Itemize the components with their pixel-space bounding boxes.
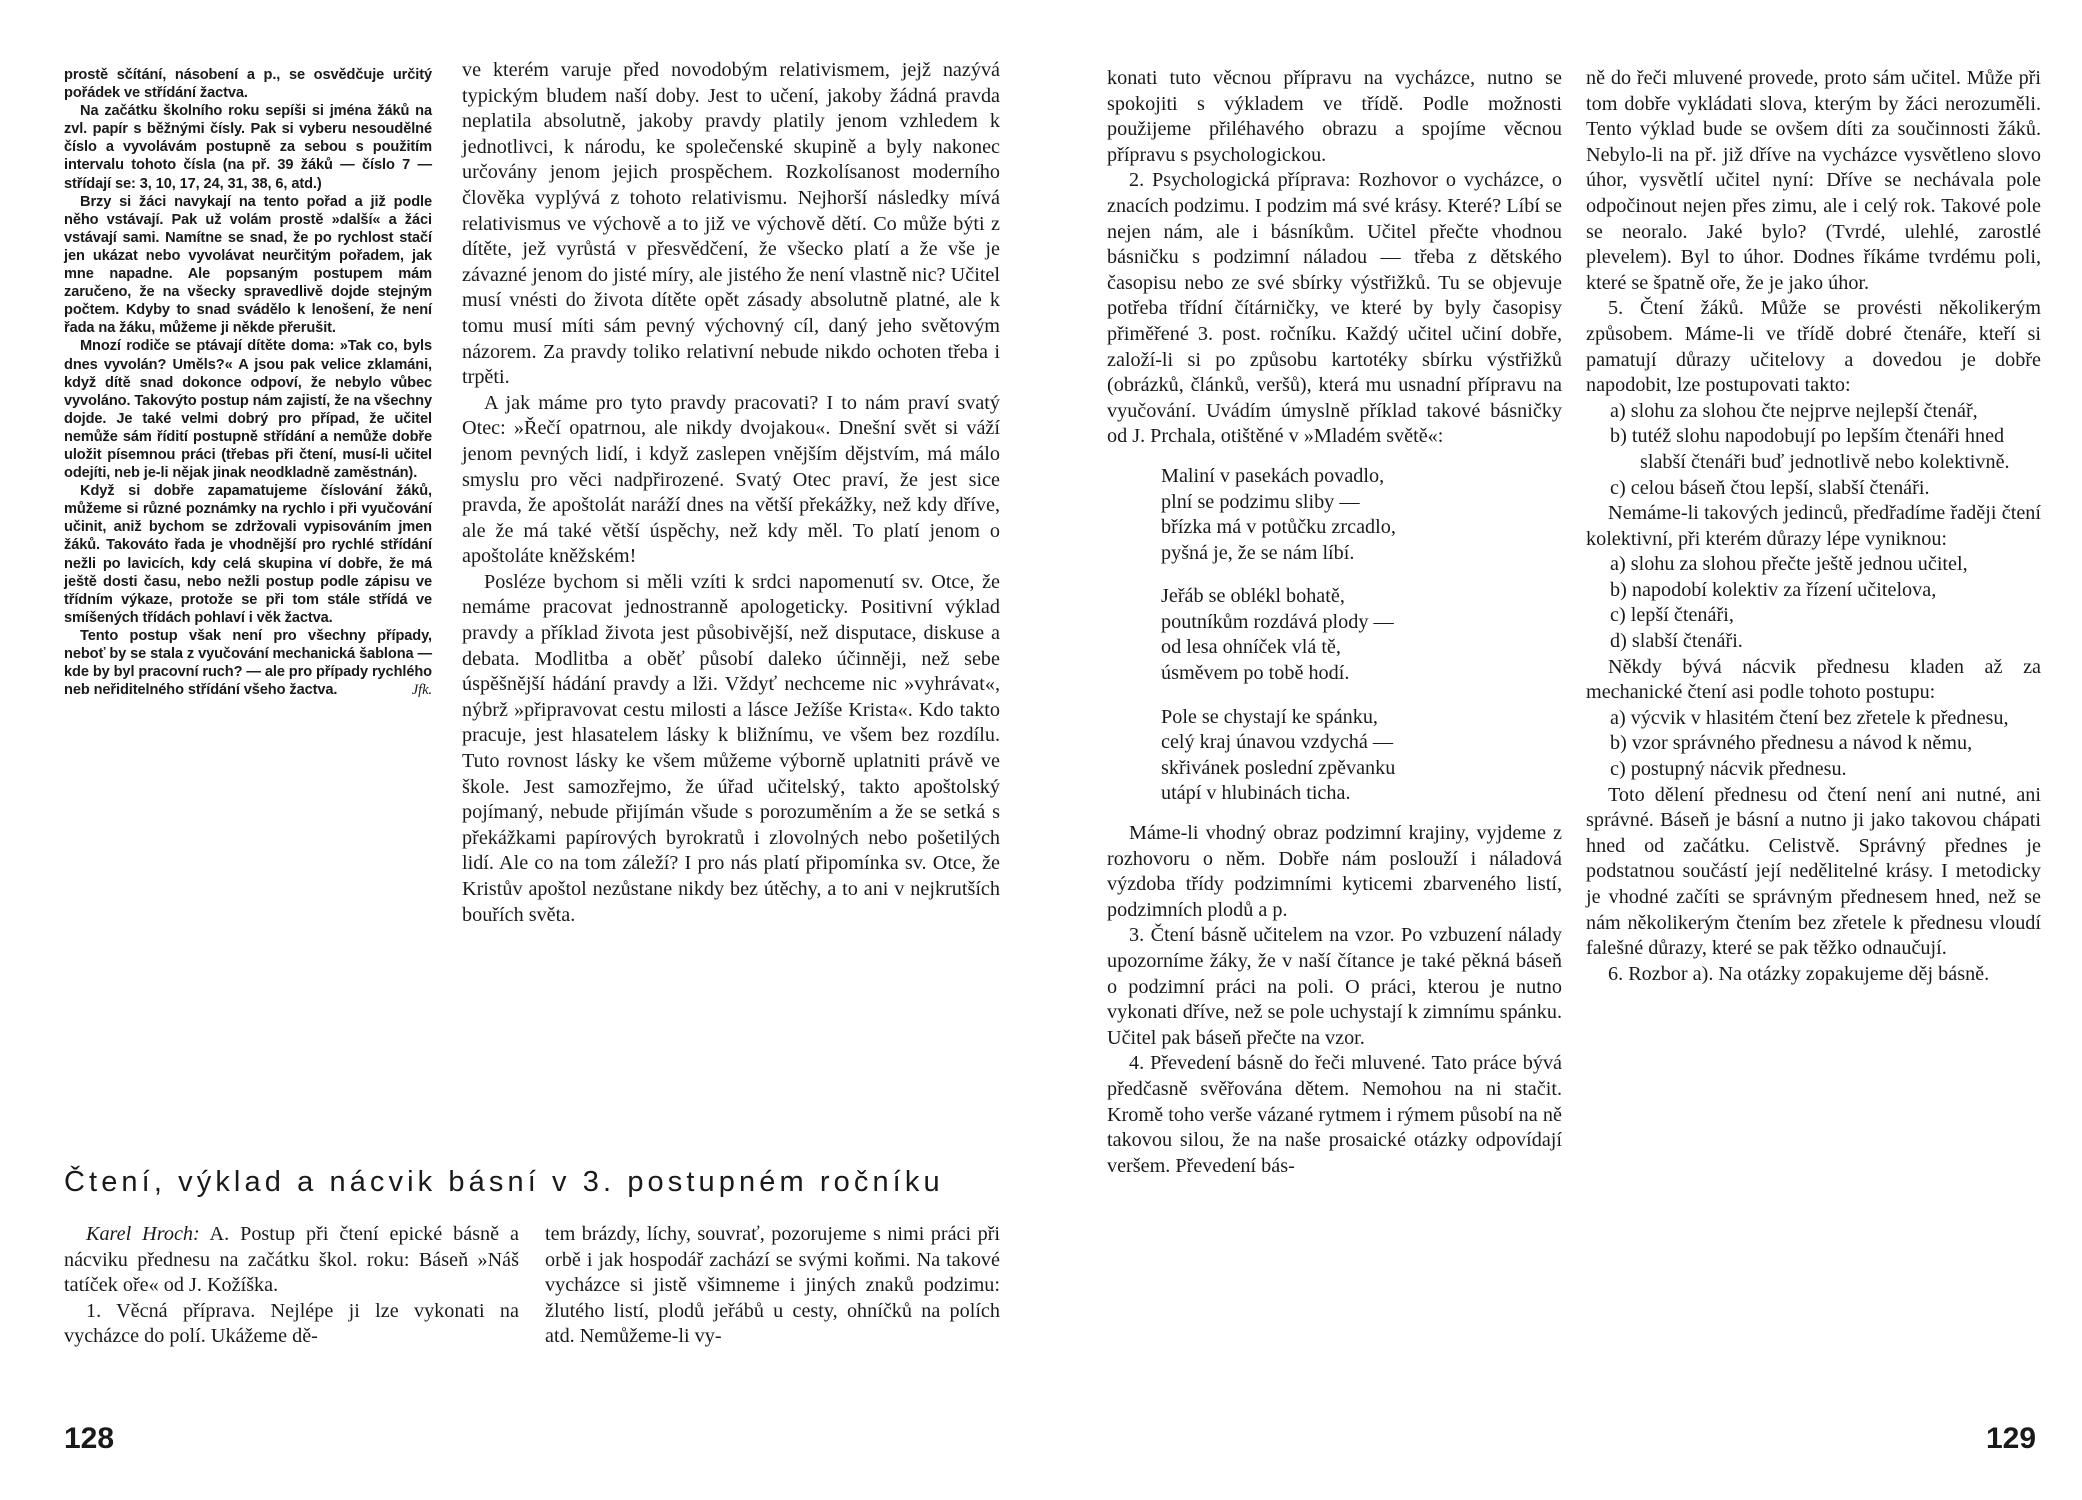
- left-column-3: [64, 1222, 519, 1350]
- paragraph: 5. Čtení žáků. Může se provésti několikerým způsobem. Máme-li ve třídě dobré čtenáře, kteří si pamatují důrazy učitelovy a dovedou je dobře napodobit, lze postupovati takto:: [1586, 297, 2041, 397]
- paragraph: Mnozí rodiče se ptávají dítěte doma: »Tak co, byls dnes vyvolán? Uměls?« A jsou pak velice zklamáni, když dítě snad dokonce odpoví, že nebylo vůbec vyvoláno. Takovýto postup nám zajistí, že na všechny dojde. Je také velmi dobrý pro případ, že učitel nemůže sám řídití postupně střídání a nemůže dobře uložit písemnou práci (třebas při čtení, musí-li učitel odejíti, neb je-li nějak jinak neodkladně zaměstnán).: [64, 338, 432, 482]
- reading-list: [1586, 399, 2041, 501]
- list-item: b) tutéž slohu napodobují po lepším čtenáři hned slabší čtenáři buď jednotlivě nebo kolektivně.: [1610, 425, 2010, 473]
- page-number-right: 129: [1986, 1422, 2037, 1455]
- list-item: c) celou báseň čtou lepší, slabší čtenáři.: [1610, 476, 1930, 499]
- paragraph-text: Tento postup však není pro všechny případy, neboť by se stala z vyučování mechanická šablona — kde by byl pracovní ruch? — ale pro případy rychlého neb neřiditelného střídání všeho žactva.: [64, 627, 432, 699]
- paragraph: ně do řeči mluvené provede, proto sám učitel. Může při tom dobře vykládati slova, kterým by žáci nerozuměli. Tento výklad bude se ovšem díti za součinnosti žáků. Nebylo-li na př. již dříve na vycházce vysvětleno slovo úhor, vysvětlí učitel nyní: Dříve se nechávala pole odpočinout nejen přes zimu, ale i celý rok. Takové pole se neoralo. Jaké bylo? (Tvrdé, ulehlé, zarostlé plevelem). Byl to úhor. Dodnes říkáme tvrdému poli, které se špatně oře, že je jako úhor.: [1586, 67, 2041, 294]
- paragraph: konati tuto věcnou přípravu na vycházce, nutno se spokojiti s výkladem ve třídě. Podle možnosti použijeme přiléhavého obrazu a spojíme věcnou přípravu s psychologickou.: [1107, 67, 1562, 166]
- paragraph: 4. Převedení básně do řeči mluvené. Tato práce bývá předčasně svěřována dětem. Nemohou na ni stačit. Kromě toho verše vázané rytmem i rýmem působí na ně takovou silou, že na naše prosaické otázky odpovídají veršem. Převedení bás-: [1107, 1052, 1562, 1177]
- poem-line: celý kraj únavou vzdychá —: [1161, 731, 1394, 754]
- poem-line: břízka má v potůčku zrcadlo,: [1161, 516, 1396, 539]
- paragraph: ve kterém varuje před novodobým relativismem, jejž nazývá typickým bludem naší doby. Jest to učení, jakoby žádná pravda neplatila absolutně, jakoby pravdy platily jenom vzhledem k jednotlivci, k národu, ke společenské skupině a byly nakonec určovány jenom jejich prospěchem. Rozkolísanost moderního člověka vyplývá z tohoto relativismu. Nejhorší následky mívá relativismus ve výchově a to již ve výchově dětí. Co může býti z dítěte, jež vyrůstá v přesvědčení, že všecko platí a že vše je závazné jenom do jisté míry, ale jistého že není vlastně nic? Učitel musí vnésti do života dítěte opět zásady absolutně platné, ale k tomu musí míti sám pevný výchovný cíl, daný jeho světovým názorem. Za pravdy toliko relativní nebude nikdo ochoten třeba i trpěti.: [462, 59, 1000, 389]
- right-column-2: [1586, 66, 2041, 987]
- poem-line: Pole se chystají ke spánku,: [1161, 705, 1378, 728]
- right-page: [1041, 0, 2082, 1500]
- right-column-1: [1107, 66, 1562, 1179]
- reading-list: [1586, 706, 2041, 783]
- poem-line: Maliní v pasekách povadlo,: [1161, 464, 1385, 487]
- paragraph: 1. Věcná příprava. Nejlépe ji lze vykonati na vycházce do polí. Ukážeme dě-: [64, 1299, 519, 1348]
- paragraph: [64, 627, 432, 699]
- page-number-left: 128: [64, 1422, 115, 1455]
- reading-list: [1586, 552, 2041, 654]
- paragraph: Nemáme-li takových jedinců, předřadíme řaději čtení kolektivní, při kterém důrazy lépe vyniknou:: [1586, 502, 2041, 550]
- paragraph: Toto dělení přednesu od čtení není ani nutné, ani správné. Báseň je básní a nutno ji jako takovou chápati hned od začátku. Celistvě. Správný přednes je podstatnou součástí její nedělitelné krásy. I metodicky je vhodné začíti se správným přednesem hned, než se nám několikerým čtením bez zřetele k přednesu vloudí falešné důrazy, které se pak těžko odnaučují.: [1586, 783, 2041, 960]
- list-item: b) napodobí kolektiv za řízení učitelova,: [1610, 578, 1937, 601]
- list-item: a) slohu za slohou přečte ještě jednou učitel,: [1610, 553, 1968, 576]
- paragraph: Máme-li vhodný obraz podzimní krajiny, vyjdeme z rozhovoru o něm. Dobře nám poslouží i náladová výzdoba třídy podzimními kyticemi zbarveného listí, podzimních plodů a p.: [1107, 822, 1562, 921]
- paragraph: Brzy si žáci navykají na tento pořad a již podle něho vstávají. Pak už volám prostě »další« a žáci vstávají sami. Namítne se snad, že po rychlost stačí jen ukázat nebo vyvolávat neurčitým pořadem, jak mne napadne. Ale popsaným postupem mám zaručeno, že na všecky spravedlivě dojde stejným počtem. Kdyby to snad svádělo k lenošení, že není řada na žáku, můžeme ji někde přerušit.: [64, 193, 432, 337]
- article-heading: Čtení, výklad a nácvik básní v 3. postupném ročníku: [64, 1166, 944, 1198]
- signature: Jfk.: [411, 682, 432, 699]
- paragraph: 3. Čtení básně učitelem na vzor. Po vzbuzení nálady upozorníme žáky, že v naší čítance je také pěkná báseň o podzimní práci na poli. O práci, kterou je nutno vykonati dříve, než se pole uchystají k zimnímu spánku. Učitel pak báseň přečte na vzor.: [1107, 924, 1562, 1049]
- poem-line: od lesa ohníček vlá tě,: [1161, 636, 1341, 659]
- paragraph: tem brázdy, líchy, souvrať, pozorujeme s nimi práci při orbě i jak hospodář zachází se svými koňmi. Na takové vycházce si jistě všimneme i jiných znaků podzimu: žlutého listí, plodů jeřábů u cesty, ohníčků na polích atd. Nemůžeme-li vy-: [545, 1223, 1000, 1348]
- poem: [1161, 464, 1562, 807]
- list-item: c) lepší čtenáři,: [1610, 604, 1734, 627]
- intro-text: A. Postup při čtení epické básně a nácviku přednesu na začátku škol. roku: Báseň »Náš tatíček oře« od J. Kožíška.: [64, 1223, 519, 1297]
- poem-line: poutníkům rozdává plody —: [1161, 610, 1394, 633]
- paragraph: A jak máme pro tyto pravdy pracovati? I to nám praví svatý Otec: »Řečí opatrnou, ale nikdy dvojakou«. Dnešní svět si váží jenom pevných lidí, i když zaslepen vnějším dějstvím, má málo smyslu pro věci nadpřirozené. Svatý Otec praví, že jest sice pravda, že apoštolát naráží dnes na větší překážky, než kdy dříve, ale že má také větší úspěchy, než kdy měl. To platí jenom o apoštoláte kněžském!: [462, 391, 1000, 568]
- poem-line: Jeřáb se oblékl bohatě,: [1161, 585, 1345, 608]
- left-column-1: [64, 66, 432, 699]
- list-item: d) slabší čtenáři.: [1610, 630, 1743, 653]
- paragraph: Když si dobře zapamatujeme číslování žáků, můžeme si různé poznámky na rychlo i při vyučování učinit, aniž bychom se zdržovali vypisováním jmen žáků. Takováto řada je vhodnější pro rychlé střídání nežli po lavicích, kdy celá skupina ví dobře, že má ještě dosti času, nebo nežli postup podle zápisu ve třídním výkaze, protože se při tom stále střídá ve smíšených třídách pohlaví i věk žactva.: [64, 483, 432, 626]
- poem-stanza: [1161, 584, 1562, 686]
- poem-line: skřivánek poslední zpěvanku: [1161, 756, 1396, 779]
- paragraph: Posléze bychom si měli vzíti k srdci napomenutí sv. Otce, že nemáme pracovat jednostranně apologeticky. Positivní výklad pravdy a příklad života jest působivější, než disputace, diskuse a debata. Modlitba a oběť působí daleko účinněji, než sebe úspěšnější hádání pravdy a lži. Vždyť nechceme nic »vyhrávat«, nýbrž »připravovat cestu milosti a lásce Ježíše Krista«. Kdo takto pracuje, jest hlasatelem lásky k bližnímu, ve všem bez rozdílu. Tuto rovnost lásky ke všem můžeme výborně uplatniti právě ve škole. Jest samozřejmo, že úřad učitelský, takto apoštolský pojímaný, nebude přijímán všude s porozuměním a že se setká s překážkami papírových byrokratů i zlovolných nebo pošetilých lidí. Ale co na tom záleží? I pro nás platí připomínka sv. Otce, že Kristův apoštol nezůstane nikdy bez útěchy, a to ani v nejkrutších bouřích světa.: [462, 570, 1000, 926]
- poem-line: utápí v hlubinách ticha.: [1161, 782, 1351, 805]
- left-column-4: [545, 1222, 1000, 1350]
- author-name: Karel Hroch:: [86, 1223, 200, 1245]
- poem-stanza: [1161, 705, 1562, 807]
- poem-line: úsměvem po tobě hodí.: [1161, 662, 1350, 685]
- paragraph: 6. Rozbor a). Na otázky zopakujeme děj básně.: [1608, 962, 1990, 985]
- paragraph: Na začátku školního roku sepíši si jména žáků na zvl. papír s běžnými čísly. Pak si vyberu nesoudělné číslo a vyvolávám postupně za sebou s použitím intervalu tohoto čísla (na př. 39 žáků — číslo 7 — střídají se: 3, 10, 17, 24, 31, 38, 6, atd.): [64, 103, 432, 192]
- left-column-2: [462, 58, 1000, 928]
- paragraph: Někdy bývá nácvik přednesu kladen až za mechanické čtení asi podle tohoto postupu:: [1586, 655, 2041, 704]
- paragraph: 2. Psychologická příprava: Rozhovor o vycházce, o znacích podzimu. I podzim má své krásy. Které? Líbí se nejen nám, ale i básníkům. Učitel přečte vhodnou básničku s podzimní náladou — třeba z dětského časopisu nebo ze své sbírky výstřižků. Tu se objevuje potřeba třídní čítárničky, ve které by byly časopisy přiměřené 3. post. ročníku. Každý učitel učiní dobře, založí-li si po způsobu kartotéky sbírku výstřižků (obrázků, článků, veršů), která mu usnadní přípravu na vyučování. Uvádím úmyslně příklad takové básničky od J. Prchala, otištěné v »Mladém světě«:: [1107, 169, 1562, 448]
- paragraph: prostě sčítání, násobení a p., se osvědčuje určitý pořádek ve střídání žactva.: [64, 67, 432, 102]
- poem-line: plní se podzimu sliby —: [1161, 490, 1360, 513]
- poem-stanza: [1161, 464, 1562, 566]
- list-item: a) výcvik v hlasitém čtení bez zřetele k přednesu,: [1610, 706, 2009, 729]
- paragraph: [64, 1222, 519, 1299]
- list-item: c) postupný nácvik přednesu.: [1610, 758, 1847, 781]
- list-item: b) vzor správného přednesu a návod k němu,: [1610, 732, 1973, 755]
- poem-line: pyšná je, že se nám líbí.: [1161, 541, 1355, 564]
- list-item: a) slohu za slohou čte nejprve nejlepší čtenář,: [1610, 399, 1978, 422]
